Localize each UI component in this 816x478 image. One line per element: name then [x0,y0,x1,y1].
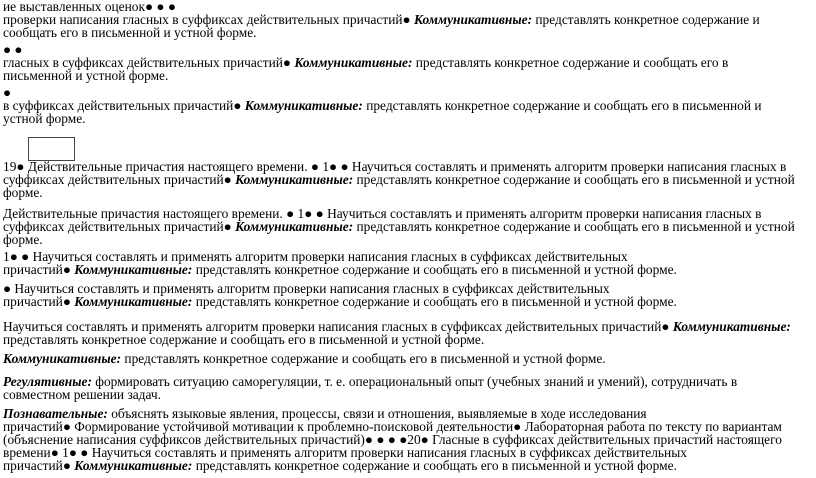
text-run: сообщать его в письменной и устной форме. [3,25,257,40]
text-run: ● Научиться составлять и применять алгоритм проверки написания гласных в суффиксах действительных [3,281,610,296]
text-run: ● ● [3,42,23,57]
text-run: представлять конкретное содержание и сообщать его в [412,55,729,70]
text-run: представлять конкретное содержание и сообщать его в письменной и устной форме. [3,332,485,347]
section-label: Коммуникативные: [74,294,193,309]
paragraph-11 [3,407,811,472]
text-run: представлять конкретное содержание и сообщать его в письменной и устной [353,172,795,187]
text-run: формировать ситуацию саморегуляции, т. е. операциональный опыт (учебных знаний и умений), сотрудничать в [91,374,738,389]
text-run: совместном решении задач. [3,387,161,402]
section-label: Коммуникативные: [672,319,791,334]
paragraph-6 [3,250,811,276]
text-run: 1● ● Научиться составлять и применять алгоритм проверки написания гласных в суффиксах действительных [3,249,628,264]
text-run: причастий● Формирование устойчивой мотивации к проблемно-поисковой деятельности● Лабораторная работа по тексту по вариантам [3,419,782,434]
paragraph-8 [3,320,811,346]
text-run: ● [3,85,12,100]
text-run: представлять конкретное содержание и сообщать его в письменной и [362,98,762,113]
text-run: причастий● [3,458,75,473]
text-run: объяснять языковые явления, процессы, связи и отношения, выявляемые в ходе исследования [107,406,647,421]
text-run: письменной и устной форме. [3,68,169,83]
section-label: Коммуникативные: [3,351,122,366]
section-label: Регулятивные: [3,374,92,389]
text-run: причастий● [3,294,75,309]
text-run: форме. [3,232,43,247]
section-label: Коммуникативные: [74,262,193,277]
text-run: ие выставленных оценок● ● ● [3,0,176,14]
text-run: представлять конкретное содержание и сообщать его в письменной и устной форме. [121,351,606,366]
section-label: Коммуникативные: [235,172,354,187]
section-label: Коммуникативные: [244,98,363,113]
paragraph-7 [3,282,811,308]
text-run: причастий● [3,262,75,277]
text-run: гласных в суффиксах действительных причастий● [3,55,295,70]
section-label: Коммуникативные: [294,55,413,70]
paragraph-10 [3,375,811,401]
paragraph-2 [3,43,811,82]
empty-frame-box [28,137,75,161]
text-run: Действительные причастия настоящего времени. ● 1● ● Научиться составлять и применять алгоритм проверки написания гласных в [3,206,762,221]
text-run: в суффиксах действительных причастий● [3,98,245,113]
section-label: Коммуникативные: [235,219,354,234]
text-run: Научиться составлять и применять алгоритм проверки написания гласных в суффиксах действительных причастий● [3,319,673,334]
text-run: 19● Действительные причастия настоящего времени. ● 1● ● Научиться составлять и применять алгоритм проверки написания гласных в [3,159,787,174]
section-label: Познавательные: [3,406,108,421]
text-run: представлять конкретное содержание и [532,12,760,27]
paragraph-3 [3,86,811,125]
text-run: времени● 1● ● Научиться составлять и применять алгоритм проверки написания гласных в суффиксах действительных [3,445,687,460]
section-label: Коммуникативные: [74,458,193,473]
paragraph-5 [3,207,811,246]
text-run: форме. [3,185,43,200]
text-run: представлять конкретное содержание и сообщать его в письменной и устной [353,219,795,234]
text-run: проверки написания гласных в суффиксах действительных причастий● [3,12,414,27]
section-label: Коммуникативные: [413,12,533,27]
text-run: суффиксах действительных причастий● [3,219,236,234]
paragraph-1 [3,0,811,39]
text-run: представлять конкретное содержание и сообщать его в письменной и устной форме. [192,458,677,473]
text-run: (объяснение написания суффиксов действительных причастий)● ● ● ●20● Гласные в суффиксах действительных причастий настоящего [3,432,782,447]
text-run: суффиксах действительных причастий● [3,172,236,187]
text-run: устной форме. [3,111,86,126]
paragraph-4 [3,160,811,199]
text-run: представлять конкретное содержание и сообщать его в письменной и устной форме. [192,262,677,277]
text-run: представлять конкретное содержание и сообщать его в письменной и устной форме. [192,294,677,309]
paragraph-9 [3,352,811,365]
